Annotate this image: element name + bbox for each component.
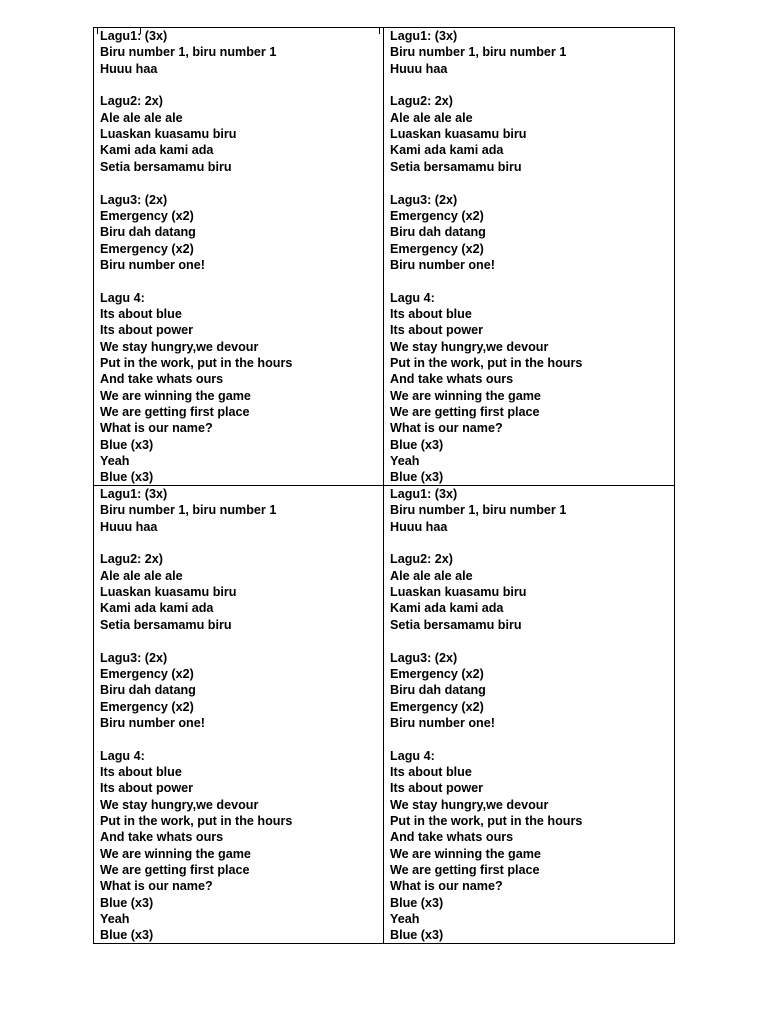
lyric-line: Its about power	[390, 323, 484, 338]
lyric-line: Biru number one!	[100, 257, 205, 272]
lyric-line: Blue (x3)	[390, 470, 444, 485]
lyric-line: We are getting first place	[390, 863, 540, 878]
lyric-line: We stay hungry,we devour	[100, 339, 259, 354]
lyric-line: Blue (x3)	[390, 928, 444, 943]
verse-lagu4	[390, 748, 674, 943]
lyric-line: We stay hungry,we devour	[100, 797, 259, 812]
lyric-line: Its about blue	[100, 306, 182, 321]
lyric-line: What is our name?	[100, 421, 213, 436]
lyric-line: Blue (x3)	[390, 895, 444, 910]
lyric-line: Ale ale ale ale	[100, 568, 183, 583]
lyric-line: Emergency (x2)	[390, 208, 484, 223]
lyric-line: Setia bersamamu biru	[100, 159, 232, 174]
lyric-line: Ale ale ale ale	[100, 110, 183, 125]
lyric-line: We are winning the game	[390, 846, 541, 861]
lyric-line: What is our name?	[100, 879, 213, 894]
lyric-line: We stay hungry,we devour	[390, 339, 549, 354]
verse-lagu2	[390, 551, 674, 633]
lyric-line: Biru number 1, biru number 1	[390, 45, 567, 60]
songsheet-cell-bottom-right	[384, 486, 674, 943]
lyric-line: Put in the work, put in the hours	[100, 814, 293, 829]
verse-heading: Lagu2: 2x)	[390, 94, 453, 109]
lyric-line: Kami ada kami ada	[100, 601, 214, 616]
verse-heading: Lagu3: (2x)	[100, 650, 168, 665]
verse-lagu4	[100, 290, 383, 486]
lyric-line: Luaskan kuasamu biru	[390, 127, 527, 142]
lyric-line: Setia bersamamu biru	[100, 617, 232, 632]
lyric-line: And take whats ours	[390, 830, 514, 845]
verse-lagu1	[100, 28, 383, 77]
verse-heading: Lagu 4:	[100, 290, 145, 305]
verse-heading: Lagu 4:	[390, 290, 435, 305]
verse-lagu3	[390, 192, 674, 274]
lyric-line: Its about blue	[390, 764, 472, 779]
verse-heading: Lagu1: (3x)	[390, 29, 458, 43]
lyric-line: Luaskan kuasamu biru	[390, 585, 527, 600]
lyric-line: And take whats ours	[100, 372, 224, 387]
lyric-line: What is our name?	[390, 879, 503, 894]
lyric-line: Ale ale ale ale	[390, 110, 473, 125]
lyric-line: What is our name?	[390, 421, 503, 436]
lyric-line: Emergency (x2)	[100, 241, 194, 256]
lyric-line: And take whats ours	[100, 830, 224, 845]
verse-heading: Lagu 4:	[100, 748, 145, 763]
lyric-line: And take whats ours	[390, 372, 514, 387]
lyric-line: We are winning the game	[390, 388, 541, 403]
songsheet-cell-top-left	[94, 28, 384, 486]
lyric-line: Huuu haa	[390, 519, 448, 534]
verse-heading: Lagu 4:	[390, 748, 435, 763]
lyric-line: We are getting first place	[100, 405, 250, 420]
lyric-line: Yeah	[100, 454, 130, 469]
lyric-line: Emergency (x2)	[100, 699, 194, 714]
lyric-line: We stay hungry,we devour	[390, 797, 549, 812]
lyric-line: Emergency (x2)	[100, 666, 194, 681]
lyric-line: Biru dah datang	[100, 225, 196, 240]
verse-heading: Lagu1: (3x)	[100, 29, 168, 43]
lyric-line: Ale ale ale ale	[390, 568, 473, 583]
songsheet-cell-bottom-left	[94, 486, 384, 943]
verse-lagu2	[100, 93, 383, 175]
lyric-line: Biru dah datang	[390, 225, 486, 240]
lyric-line: We are getting first place	[390, 405, 540, 420]
lyric-line: We are getting first place	[100, 863, 250, 878]
verse-lagu1	[390, 486, 674, 535]
lyric-line: Its about blue	[390, 306, 472, 321]
lyric-line: Yeah	[390, 454, 420, 469]
verse-lagu3	[100, 192, 383, 274]
lyric-line: Put in the work, put in the hours	[390, 814, 583, 829]
lyric-line: Its about power	[100, 323, 194, 338]
lyric-line: Kami ada kami ada	[390, 601, 504, 616]
verse-lagu1	[390, 28, 674, 77]
lyric-line: Biru number 1, biru number 1	[100, 503, 277, 518]
lyric-line: Yeah	[100, 912, 130, 927]
verse-heading: Lagu2: 2x)	[100, 94, 163, 109]
lyric-line: Huuu haa	[390, 61, 448, 76]
lyric-line: Its about power	[390, 781, 484, 796]
lyric-line: Emergency (x2)	[100, 208, 194, 223]
songsheet-cell-top-right	[384, 28, 674, 486]
lyric-line: Kami ada kami ada	[100, 143, 214, 158]
verse-lagu3	[100, 650, 383, 732]
lyric-line: Emergency (x2)	[390, 666, 484, 681]
lyric-line: Its about power	[100, 781, 194, 796]
lyric-line: Setia bersamamu biru	[390, 159, 522, 174]
lyric-line: Blue (x3)	[100, 470, 154, 485]
lyric-line: Huuu haa	[100, 519, 158, 534]
lyric-line: Emergency (x2)	[390, 241, 484, 256]
verse-lagu1	[100, 486, 383, 535]
lyric-line: Luaskan kuasamu biru	[100, 585, 237, 600]
lyric-line: Biru number one!	[390, 715, 495, 730]
lyric-line: Blue (x3)	[100, 928, 154, 943]
lyric-line: Emergency (x2)	[390, 699, 484, 714]
lyric-line: Biru number one!	[100, 715, 205, 730]
lyric-line: Biru dah datang	[390, 683, 486, 698]
lyric-line: Biru dah datang	[100, 683, 196, 698]
lyric-line: Biru number 1, biru number 1	[390, 503, 567, 518]
verse-lagu2	[390, 93, 674, 175]
verse-heading: Lagu3: (2x)	[390, 192, 458, 207]
verse-heading: Lagu1: (3x)	[100, 487, 168, 501]
verse-lagu4	[390, 290, 674, 486]
lyric-line: Blue (x3)	[390, 437, 444, 452]
lyric-line: We are winning the game	[100, 388, 251, 403]
lyric-line: We are winning the game	[100, 846, 251, 861]
lyric-line: Put in the work, put in the hours	[100, 356, 293, 371]
lyric-line: Its about blue	[100, 764, 182, 779]
lyric-line: Biru number one!	[390, 257, 495, 272]
lyric-line: Huuu haa	[100, 61, 158, 76]
lyric-line: Blue (x3)	[100, 437, 154, 452]
lyric-line: Yeah	[390, 912, 420, 927]
lyric-line: Kami ada kami ada	[390, 143, 504, 158]
songsheet-table	[93, 27, 675, 944]
verse-lagu4	[100, 748, 383, 943]
lyric-line: Biru number 1, biru number 1	[100, 45, 277, 60]
lyric-line: Blue (x3)	[100, 895, 154, 910]
verse-heading: Lagu2: 2x)	[100, 552, 163, 567]
verse-lagu2	[100, 551, 383, 633]
verse-heading: Lagu2: 2x)	[390, 552, 453, 567]
lyric-line: Luaskan kuasamu biru	[100, 127, 237, 142]
lyric-line: Setia bersamamu biru	[390, 617, 522, 632]
verse-heading: Lagu3: (2x)	[390, 650, 458, 665]
verse-heading: Lagu3: (2x)	[100, 192, 168, 207]
lyric-line: Put in the work, put in the hours	[390, 356, 583, 371]
verse-lagu3	[390, 650, 674, 732]
verse-heading: Lagu1: (3x)	[390, 487, 458, 501]
